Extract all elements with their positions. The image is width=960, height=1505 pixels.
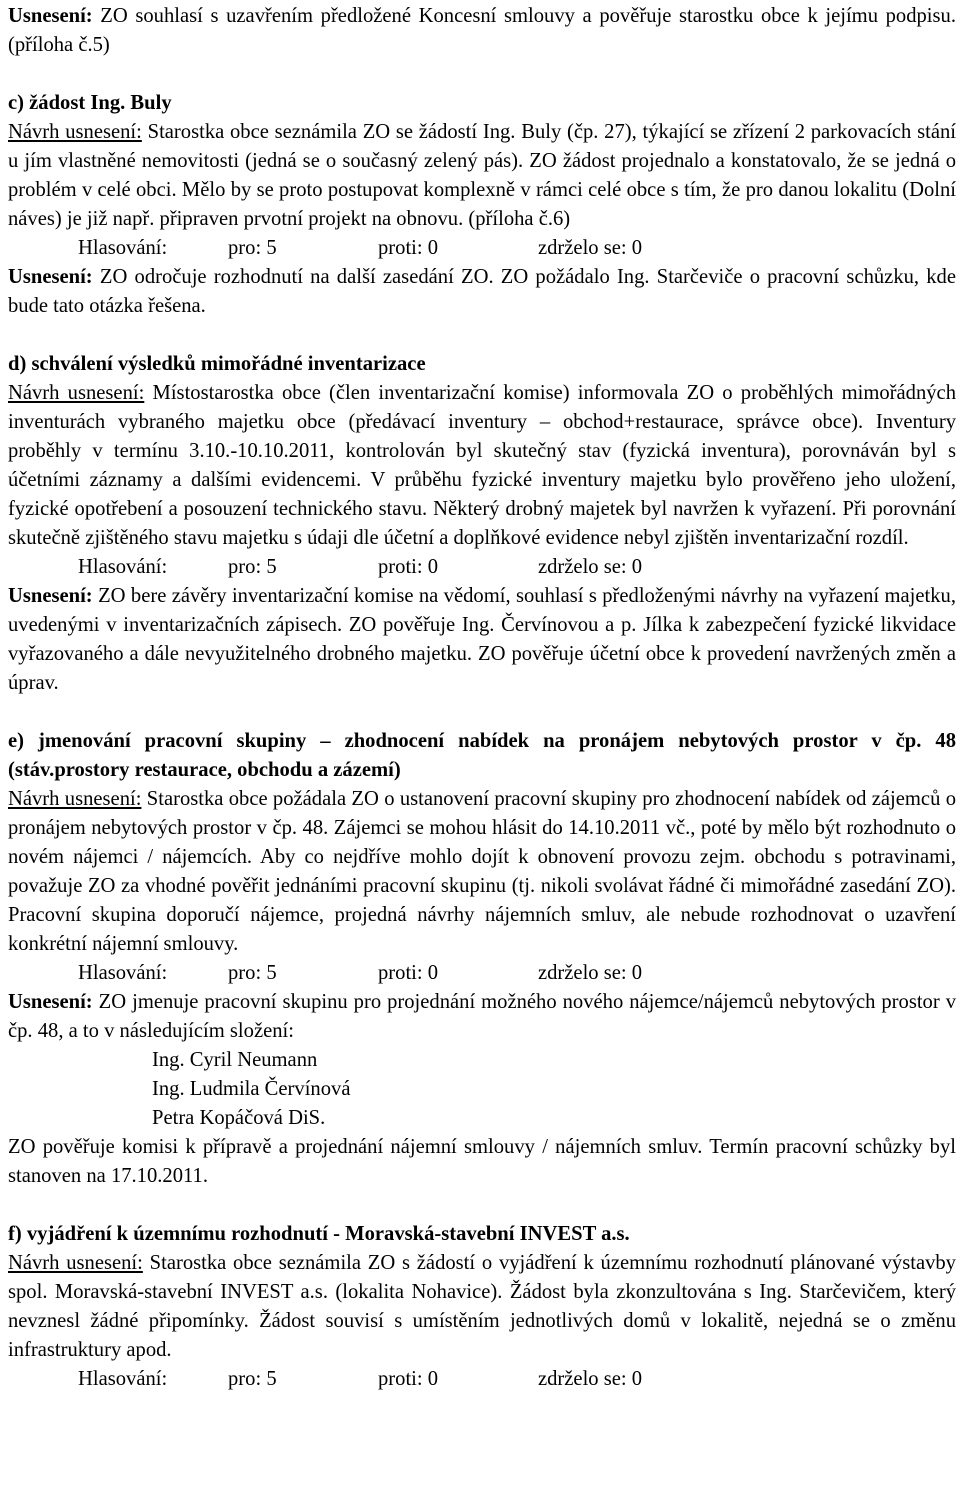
section-e-closing: ZO pověřuje komisi k přípravě a projednání nájemní smlouvy / nájemních smluv. Termín pracovní schůzky byl stanoven na 17.10.2011. [8,1136,956,1187]
vote-pro: pro: 5 [228,237,277,259]
vote-label: Hlasování: [78,556,168,578]
section-c-heading: c) žádost Ing. Buly [8,92,172,114]
vote-proti: proti: 0 [378,1368,439,1390]
section-f-heading: f) vyjádření k územnímu rozhodnutí - Moravská-stavební INVEST a.s. [8,1223,630,1245]
proposal-label: Návrh usnesení: [8,1252,143,1274]
resolution-text: ZO souhlasí s uzavřením předložené Koncesní smlouvy a pověřuje starostku obce k jejímu podpisu. (příloha č.5) [8,5,956,56]
section-f-proposal [8,1249,956,1365]
resolution-text: ZO jmenuje pracovní skupinu pro projednání možného nového nájemce/nájemců nebytových prostor v čp. 48, a to v následujícím složení: [8,991,956,1042]
vote-label: Hlasování: [78,962,168,984]
member-item: Ing. Ludmila Červínová [152,1078,351,1100]
proposal-label: Návrh usnesení: [8,788,142,810]
resolution-c0 [8,2,956,60]
member-item: Petra Kopáčová DiS. [152,1107,326,1129]
minutes-page [8,2,956,1394]
vote-zdrzelo: zdrželo se: 0 [538,962,643,984]
section-d-proposal [8,379,956,553]
section-c-resolution [8,263,956,321]
member-item: Ing. Cyril Neumann [152,1049,318,1071]
section-c-vote [8,234,956,263]
section-e-heading: e) jmenování pracovní skupiny – zhodnocení nabídek na pronájem nebytových prostor v čp. 48 (stáv.prostory restaurace, obchodu a zázemí) [8,730,956,781]
vote-proti: proti: 0 [378,556,439,578]
section-f-vote [8,1365,956,1394]
section-e-resolution [8,988,956,1046]
resolution-text: ZO odročuje rozhodnutí na další zasedání ZO. ZO požádalo Ing. Starčeviče o pracovní schůzku, kde bude tato otázka řešena. [8,266,956,317]
vote-pro: pro: 5 [228,1368,277,1390]
proposal-text: Starostka obce seznámila ZO s žádostí o vyjádření k územnímu rozhodnutí plánované výstavby spol. Moravská-stavební INVEST a.s. (lokalita Nohavice). Žádost byla zkonzultována s Ing. Starčevičem, který nevznesl žádné připomínky. Žádost souvisí s umístěním jednotlivých domů v lokalitě, nejedná se o změnu infrastruktury apod. [8,1252,956,1361]
vote-proti: proti: 0 [378,237,439,259]
proposal-text: Místostarostka obce (člen inventarizační komise) informovala ZO o proběhlých mimořádných inventurách vybraného majetku obce (předávací inventury – obchod+restaurace, správce obce). Inventury proběhly v termínu 3.10.-10.10.2011, kontrolován byl skutečný stav (fyzická inventura), porovnáván byl s účetními záznamy a dalšími evidencemi. V průběhu fyzické inventury majetku bylo prověřeno jeho uložení, fyzické opotřebení a posouzení technického stavu. Některý drobný majetek byl navržen k vyřazení. Při porovnání skutečně zjištěného stavu majetku s údaji dle účetní a doplňkové evidence nebyl zjištěn inventarizační rozdíl. [8,382,956,549]
vote-label: Hlasování: [78,1368,168,1390]
resolution-label: Usnesení: [8,5,93,27]
section-e-vote [8,959,956,988]
proposal-text: Starostka obce požádala ZO o ustanovení pracovní skupiny pro zhodnocení nabídek od zájemců o pronájem nebytových prostor v čp. 48. Zájemci se mohou hlásit do 14.10.2011 vč., poté by mělo být rozhodnuto o novém nájemci / nájemcích. Aby co nejdříve mohlo dojít k obnovení provozu zejm. obchodu s potravinami, považuje ZO za vhodné pověřit jednáními pracovní skupinu (tj. nikoli svolávat řádné či mimořádné zasedání ZO). Pracovní skupina doporučí nájemce, projedná návrhy nájemních smluv, ale nebude rozhodnovat o uzavření konkrétní nájemní smlouvy. [8,788,956,955]
proposal-label: Návrh usnesení: [8,121,142,143]
resolution-label: Usnesení: [8,991,93,1013]
vote-zdrzelo: zdrželo se: 0 [538,556,643,578]
member-list [8,1046,956,1133]
section-c-proposal [8,118,956,234]
vote-pro: pro: 5 [228,556,277,578]
section-e-proposal [8,785,956,959]
resolution-label: Usnesení: [8,266,93,288]
vote-label: Hlasování: [78,237,168,259]
vote-zdrzelo: zdrželo se: 0 [538,237,643,259]
proposal-label: Návrh usnesení: [8,382,145,404]
vote-zdrzelo: zdrželo se: 0 [538,1368,643,1390]
section-d-resolution [8,582,956,698]
vote-proti: proti: 0 [378,962,439,984]
proposal-text: Starostka obce seznámila ZO se žádostí Ing. Buly (čp. 27), týkající se zřízení 2 parkovacích stání u jím vlastněné nemovitosti (jedná se o současný zelený pás). ZO žádost projednalo a konstatovalo, že se jedná o problém v celé obci. Mělo by se proto postupovat komplexně v rámci celé obce s tím, že pro danou lokalitu (Dolní náves) je již např. připraven prvotní projekt na obnovu. (příloha č.6) [8,121,956,230]
resolution-text: ZO bere závěry inventarizační komise na vědomí, souhlasí s předloženými návrhy na vyřazení majetku, uvedenými v inventarizačních zápisech. ZO pověřuje Ing. Červínovou a p. Jílka k zabezpečení fyzické likvidace vyřazovaného a dále nevyužitelného drobného majetku. ZO pověřuje účetní obce k provedení navržených změn a úprav. [8,585,956,694]
resolution-label: Usnesení: [8,585,93,607]
section-d-vote [8,553,956,582]
section-d-heading: d) schválení výsledků mimořádné inventarizace [8,353,426,375]
vote-pro: pro: 5 [228,962,277,984]
